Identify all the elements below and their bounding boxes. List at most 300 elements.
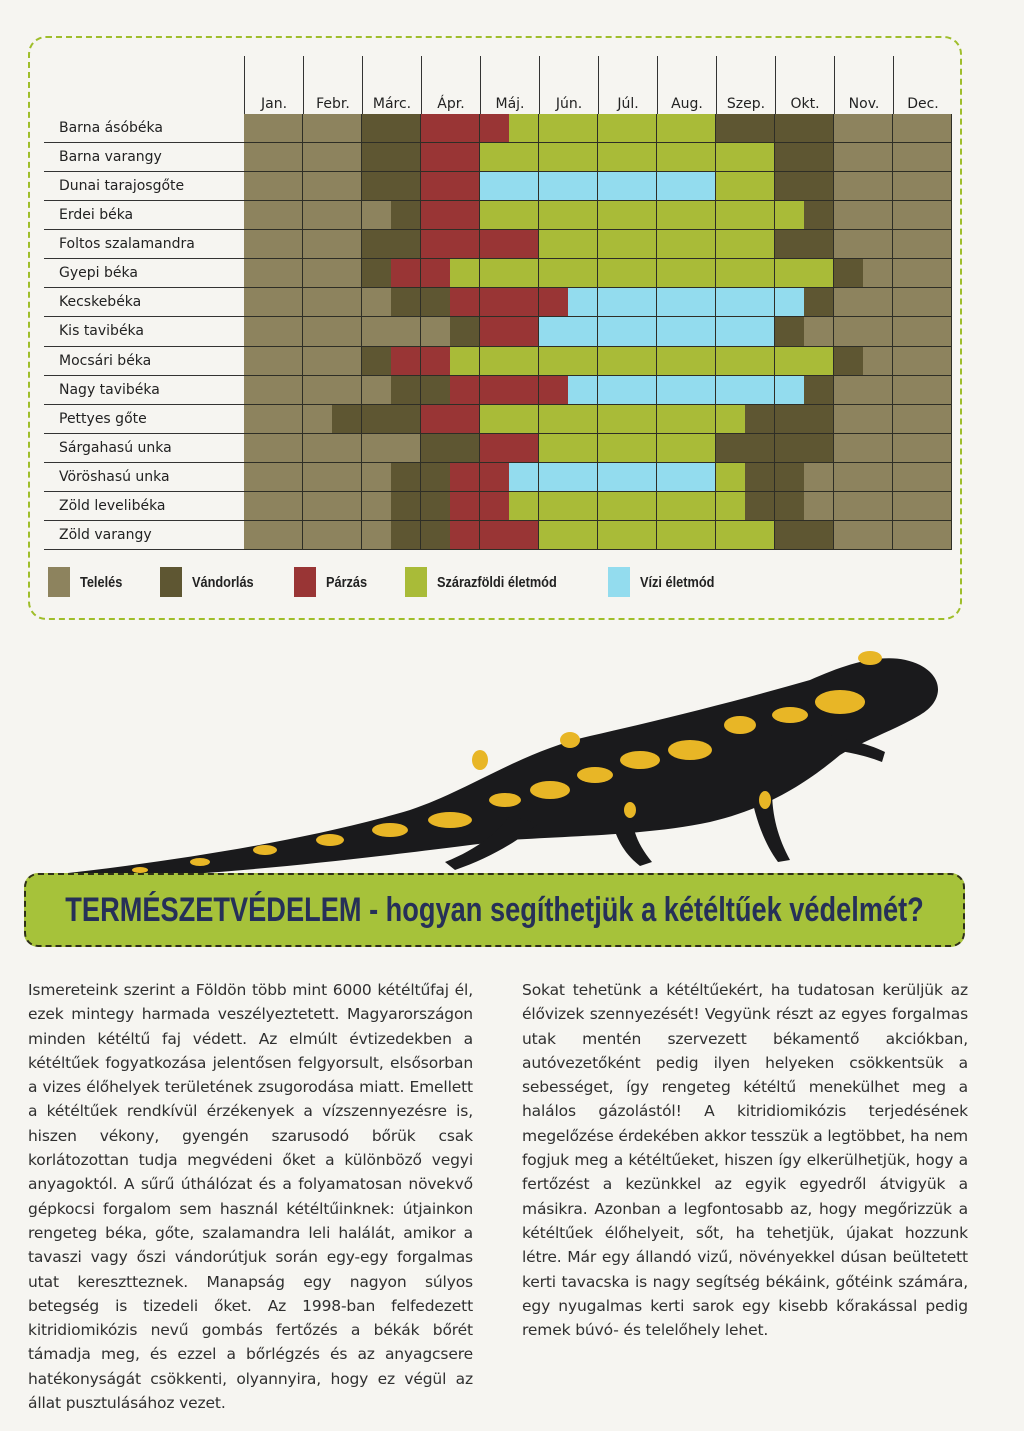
activity-mark bbox=[421, 172, 450, 200]
legend-item-migration bbox=[160, 567, 265, 597]
month-cell bbox=[598, 172, 657, 201]
activity-mark bbox=[657, 230, 686, 258]
month-cell bbox=[480, 405, 539, 434]
activity-mark bbox=[716, 201, 745, 229]
month-cell bbox=[893, 376, 952, 405]
activity-mark bbox=[509, 347, 538, 375]
activity-mark bbox=[834, 317, 863, 345]
month-cell bbox=[539, 143, 598, 172]
month-cell bbox=[244, 230, 303, 259]
activity-mark bbox=[745, 230, 774, 258]
activity-mark bbox=[244, 405, 273, 433]
month-cell bbox=[303, 114, 362, 143]
activity-mark bbox=[922, 143, 951, 171]
activity-mark bbox=[863, 288, 892, 316]
activity-mark bbox=[893, 317, 922, 345]
activity-mark bbox=[627, 347, 656, 375]
month-cell bbox=[244, 114, 303, 143]
activity-mark bbox=[922, 114, 951, 142]
month-cell bbox=[480, 376, 539, 405]
month-cell bbox=[362, 114, 421, 143]
activity-mark bbox=[775, 463, 804, 491]
month-header: Jún. bbox=[539, 56, 598, 114]
month-cell bbox=[303, 201, 362, 230]
legend-label-migration: Vándorlás bbox=[191, 573, 254, 591]
activity-mark bbox=[273, 492, 302, 520]
activity-mark bbox=[598, 114, 627, 142]
activity-mark bbox=[657, 201, 686, 229]
species-label: Barna ásóbéka bbox=[44, 114, 244, 143]
month-header: Dec. bbox=[893, 56, 952, 114]
month-cell bbox=[716, 492, 775, 521]
activity-mark bbox=[834, 521, 863, 549]
activity-mark bbox=[391, 259, 420, 287]
month-cell bbox=[834, 259, 893, 288]
activity-mark bbox=[244, 492, 273, 520]
month-cell bbox=[598, 405, 657, 434]
activity-mark bbox=[657, 376, 686, 404]
activity-mark bbox=[362, 201, 391, 229]
activity-mark bbox=[893, 463, 922, 491]
activity-mark bbox=[657, 143, 686, 171]
activity-mark bbox=[716, 434, 745, 462]
month-cell bbox=[362, 317, 421, 346]
month-cell bbox=[244, 492, 303, 521]
month-cell bbox=[657, 521, 716, 550]
activity-mark bbox=[627, 172, 656, 200]
activity-mark bbox=[775, 521, 804, 549]
activity-mark bbox=[450, 172, 479, 200]
activity-mark bbox=[716, 492, 745, 520]
month-cell bbox=[539, 434, 598, 463]
activity-mark bbox=[480, 376, 509, 404]
activity-mark bbox=[922, 376, 951, 404]
activity-mark bbox=[539, 463, 568, 491]
activity-mark bbox=[657, 347, 686, 375]
activity-mark bbox=[568, 172, 597, 200]
activity-mark bbox=[362, 376, 391, 404]
month-cell bbox=[421, 492, 480, 521]
month-cell bbox=[421, 317, 480, 346]
month-cell bbox=[598, 288, 657, 317]
activity-mark bbox=[421, 405, 450, 433]
month-cell bbox=[657, 376, 716, 405]
activity-mark bbox=[686, 434, 715, 462]
activity-mark bbox=[686, 376, 715, 404]
month-cell bbox=[303, 230, 362, 259]
month-cell bbox=[362, 259, 421, 288]
activity-mark bbox=[893, 434, 922, 462]
activity-mark bbox=[627, 288, 656, 316]
species-label: Pettyes gőte bbox=[44, 405, 244, 434]
activity-mark bbox=[834, 114, 863, 142]
month-cell bbox=[834, 172, 893, 201]
month-header: Jan. bbox=[244, 56, 303, 114]
month-cell bbox=[303, 492, 362, 521]
month-cell bbox=[834, 317, 893, 346]
activity-mark bbox=[421, 376, 450, 404]
activity-mark bbox=[509, 463, 538, 491]
activity-mark bbox=[421, 143, 450, 171]
activity-mark bbox=[332, 521, 361, 549]
activity-mark bbox=[863, 405, 892, 433]
activity-mark bbox=[450, 347, 479, 375]
species-label: Mocsári béka bbox=[44, 347, 244, 376]
activity-mark bbox=[598, 317, 627, 345]
activity-mark bbox=[273, 376, 302, 404]
activity-mark bbox=[244, 463, 273, 491]
activity-mark bbox=[509, 405, 538, 433]
activity-mark bbox=[303, 143, 332, 171]
activity-mark bbox=[627, 376, 656, 404]
species-label: Nagy tavibéka bbox=[44, 376, 244, 405]
activity-mark bbox=[509, 143, 538, 171]
month-cell bbox=[244, 143, 303, 172]
month-cell bbox=[834, 347, 893, 376]
activity-mark bbox=[657, 521, 686, 549]
activity-mark bbox=[716, 376, 745, 404]
month-cell bbox=[480, 172, 539, 201]
legend-swatch-migration bbox=[160, 567, 182, 597]
activity-mark bbox=[421, 230, 450, 258]
month-cell bbox=[362, 172, 421, 201]
activity-mark bbox=[893, 143, 922, 171]
activity-mark bbox=[598, 463, 627, 491]
month-cell bbox=[303, 317, 362, 346]
month-cell bbox=[775, 172, 834, 201]
month-cell bbox=[893, 347, 952, 376]
activity-mark bbox=[775, 172, 804, 200]
month-cell bbox=[539, 259, 598, 288]
month-cell bbox=[598, 376, 657, 405]
legend-item-aquatic bbox=[608, 567, 728, 597]
month-cell bbox=[775, 288, 834, 317]
month-cell bbox=[303, 405, 362, 434]
month-cell bbox=[480, 317, 539, 346]
activity-mark bbox=[539, 201, 568, 229]
activity-mark bbox=[893, 288, 922, 316]
activity-mark bbox=[863, 114, 892, 142]
activity-mark bbox=[568, 463, 597, 491]
month-header: Szep. bbox=[716, 56, 775, 114]
activity-mark bbox=[686, 288, 715, 316]
activity-mark bbox=[244, 434, 273, 462]
activity-mark bbox=[539, 347, 568, 375]
month-cell bbox=[775, 434, 834, 463]
month-cell bbox=[716, 376, 775, 405]
month-cell bbox=[775, 347, 834, 376]
activity-mark bbox=[273, 434, 302, 462]
activity-mark bbox=[509, 259, 538, 287]
activity-mark bbox=[303, 172, 332, 200]
activity-mark bbox=[775, 492, 804, 520]
activity-mark bbox=[804, 172, 833, 200]
activity-mark bbox=[303, 347, 332, 375]
activity-mark bbox=[450, 259, 479, 287]
activity-mark bbox=[362, 463, 391, 491]
activity-mark bbox=[598, 201, 627, 229]
activity-mark bbox=[834, 405, 863, 433]
activity-mark bbox=[509, 230, 538, 258]
month-cell bbox=[244, 201, 303, 230]
month-cell bbox=[480, 114, 539, 143]
activity-mark bbox=[303, 230, 332, 258]
activity-mark bbox=[745, 317, 774, 345]
month-cell bbox=[244, 317, 303, 346]
activity-mark bbox=[863, 201, 892, 229]
activity-mark bbox=[627, 317, 656, 345]
species-label: Kecskebéka bbox=[44, 288, 244, 317]
activity-mark bbox=[480, 434, 509, 462]
month-cell bbox=[421, 288, 480, 317]
month-cell bbox=[716, 405, 775, 434]
month-cell bbox=[598, 463, 657, 492]
month-cell bbox=[893, 230, 952, 259]
activity-mark bbox=[391, 172, 420, 200]
species-label: Vöröshasú unka bbox=[44, 463, 244, 492]
month-cell bbox=[716, 172, 775, 201]
activity-mark bbox=[627, 201, 656, 229]
activity-mark bbox=[480, 317, 509, 345]
month-cell bbox=[775, 376, 834, 405]
month-cell bbox=[539, 376, 598, 405]
month-cell bbox=[362, 434, 421, 463]
month-cell bbox=[303, 172, 362, 201]
activity-mark bbox=[598, 492, 627, 520]
legend-swatch-terrestrial bbox=[405, 567, 427, 597]
activity-mark bbox=[303, 405, 332, 433]
activity-mark bbox=[745, 288, 774, 316]
activity-mark bbox=[686, 259, 715, 287]
activity-mark bbox=[303, 376, 332, 404]
activity-mark bbox=[775, 317, 804, 345]
activity-mark bbox=[273, 405, 302, 433]
legend-label-hibernation: Telelés bbox=[80, 573, 123, 591]
activity-mark bbox=[539, 405, 568, 433]
month-cell bbox=[716, 434, 775, 463]
legend-label-mating: Párzás bbox=[326, 573, 368, 591]
activity-mark bbox=[893, 405, 922, 433]
month-cell bbox=[775, 114, 834, 143]
month-cell bbox=[834, 114, 893, 143]
activity-mark bbox=[362, 230, 391, 258]
month-cell bbox=[657, 201, 716, 230]
month-cell bbox=[775, 259, 834, 288]
month-cell bbox=[657, 288, 716, 317]
activity-mark bbox=[775, 259, 804, 287]
activity-mark bbox=[686, 347, 715, 375]
activity-mark bbox=[332, 259, 361, 287]
activity-mark bbox=[775, 114, 804, 142]
month-cell bbox=[893, 317, 952, 346]
month-cell bbox=[480, 288, 539, 317]
activity-mark bbox=[332, 172, 361, 200]
month-cell bbox=[775, 317, 834, 346]
month-cell bbox=[834, 288, 893, 317]
activity-mark bbox=[391, 405, 420, 433]
month-cell bbox=[303, 521, 362, 550]
activity-mark bbox=[657, 288, 686, 316]
month-cell bbox=[421, 259, 480, 288]
month-cell bbox=[539, 317, 598, 346]
month-cell bbox=[598, 114, 657, 143]
activity-mark bbox=[273, 463, 302, 491]
month-cell bbox=[893, 172, 952, 201]
month-cell bbox=[539, 492, 598, 521]
month-cell bbox=[893, 463, 952, 492]
month-cell bbox=[480, 521, 539, 550]
activity-mark bbox=[745, 201, 774, 229]
activity-mark bbox=[657, 492, 686, 520]
activity-mark bbox=[273, 230, 302, 258]
month-cell bbox=[716, 347, 775, 376]
activity-mark bbox=[686, 172, 715, 200]
activity-mark bbox=[362, 521, 391, 549]
month-cell bbox=[834, 201, 893, 230]
activity-mark bbox=[834, 230, 863, 258]
month-cell bbox=[716, 317, 775, 346]
month-cell bbox=[362, 230, 421, 259]
month-cell bbox=[657, 114, 716, 143]
activity-mark bbox=[450, 434, 479, 462]
legend-swatch-aquatic bbox=[608, 567, 630, 597]
activity-mark bbox=[745, 463, 774, 491]
month-cell bbox=[421, 172, 480, 201]
activity-mark bbox=[716, 405, 745, 433]
month-header: Nov. bbox=[834, 56, 893, 114]
activity-mark bbox=[303, 492, 332, 520]
activity-mark bbox=[804, 288, 833, 316]
month-cell bbox=[657, 143, 716, 172]
month-cell bbox=[893, 201, 952, 230]
activity-mark bbox=[922, 201, 951, 229]
activity-mark bbox=[686, 463, 715, 491]
activity-mark bbox=[745, 521, 774, 549]
activity-mark bbox=[509, 521, 538, 549]
activity-mark bbox=[863, 230, 892, 258]
activity-mark bbox=[421, 463, 450, 491]
activity-mark bbox=[303, 288, 332, 316]
activity-mark bbox=[745, 114, 774, 142]
activity-mark bbox=[863, 434, 892, 462]
activity-mark bbox=[598, 143, 627, 171]
activity-mark bbox=[391, 463, 420, 491]
article-right-column: Sokat tehetünk a kétéltűekért, ha tudatosan kerüljük az élővizek szennyezését! Vegyünk részt az egyes forgalmas utak mentén szervezett békamentő akciókban, autóvezetőként pedig ilyen helyeken csökkentsük a sebességet, így rengeteg kétéltű menekülhet meg a halálos gázolástól! A kitridiomikózis terjedésének megelőzése érdekében akkor tesszük a legtöbbet, ha nem fogjuk meg a kétéltűeket, hiszen így elkerülhetjük, hogy a fertőzést a kezünkkel az egyik egyedről átvigyük a másikra. Azonban a legfontosabb az, hogy megőrizzük a kétéltűek élőhelyeit, sőt, ha tehetjük, újakat hozzunk létre. Már egy állandó vizű, növényekkel dúsan beültetett kerti tavacska is nagy segítség békáink, gőtéink számára, egy nyugalmas kerti sarok egy kisebb kőrakással pedig remek búvó- és telelőhely lehet. bbox=[522, 981, 968, 1340]
month-cell bbox=[480, 201, 539, 230]
species-label: Barna varangy bbox=[44, 143, 244, 172]
activity-mark bbox=[716, 172, 745, 200]
activity-mark bbox=[509, 317, 538, 345]
month-header: Máj. bbox=[480, 56, 539, 114]
activity-mark bbox=[303, 521, 332, 549]
activity-mark bbox=[922, 434, 951, 462]
activity-mark bbox=[804, 376, 833, 404]
activity-mark bbox=[627, 434, 656, 462]
activity-mark bbox=[627, 405, 656, 433]
activity-mark bbox=[863, 492, 892, 520]
activity-mark bbox=[273, 347, 302, 375]
activity-mark bbox=[834, 434, 863, 462]
month-cell bbox=[716, 288, 775, 317]
activity-mark bbox=[804, 492, 833, 520]
month-cell bbox=[657, 230, 716, 259]
activity-mark bbox=[893, 376, 922, 404]
activity-mark bbox=[303, 114, 332, 142]
month-cell bbox=[244, 172, 303, 201]
activity-mark bbox=[775, 288, 804, 316]
activity-mark bbox=[362, 347, 391, 375]
legend-item-terrestrial bbox=[405, 567, 578, 597]
activity-mark bbox=[745, 434, 774, 462]
month-header: Júl. bbox=[598, 56, 657, 114]
month-cell bbox=[834, 376, 893, 405]
activity-mark bbox=[332, 492, 361, 520]
activity-mark bbox=[273, 114, 302, 142]
activity-mark bbox=[391, 347, 420, 375]
activity-mark bbox=[421, 434, 450, 462]
month-cell bbox=[775, 463, 834, 492]
activity-mark bbox=[745, 172, 774, 200]
activity-mark bbox=[332, 463, 361, 491]
month-cell bbox=[421, 347, 480, 376]
activity-mark bbox=[362, 405, 391, 433]
month-cell bbox=[244, 521, 303, 550]
activity-mark bbox=[893, 201, 922, 229]
month-cell bbox=[303, 376, 362, 405]
activity-mark bbox=[303, 201, 332, 229]
activity-mark bbox=[244, 317, 273, 345]
activity-mark bbox=[539, 114, 568, 142]
activity-mark bbox=[332, 230, 361, 258]
month-cell bbox=[598, 521, 657, 550]
activity-mark bbox=[598, 288, 627, 316]
activity-mark bbox=[568, 376, 597, 404]
month-cell bbox=[893, 492, 952, 521]
month-cell bbox=[539, 463, 598, 492]
month-cell bbox=[834, 492, 893, 521]
activity-mark bbox=[863, 463, 892, 491]
month-cell bbox=[244, 376, 303, 405]
activity-mark bbox=[804, 347, 833, 375]
species-label: Zöld levelibéka bbox=[44, 492, 244, 521]
chart-legend bbox=[48, 566, 757, 598]
month-cell bbox=[598, 259, 657, 288]
activity-mark bbox=[775, 347, 804, 375]
activity-mark bbox=[539, 259, 568, 287]
activity-mark bbox=[480, 201, 509, 229]
month-header: Febr. bbox=[303, 56, 362, 114]
activity-mark bbox=[450, 201, 479, 229]
activity-mark bbox=[391, 114, 420, 142]
species-label: Gyepi béka bbox=[44, 259, 244, 288]
activity-mark bbox=[804, 114, 833, 142]
month-cell bbox=[421, 434, 480, 463]
month-cell bbox=[775, 405, 834, 434]
activity-mark bbox=[657, 259, 686, 287]
activity-mark bbox=[303, 434, 332, 462]
month-cell bbox=[480, 492, 539, 521]
activity-mark bbox=[893, 172, 922, 200]
activity-mark bbox=[922, 259, 951, 287]
month-cell bbox=[303, 288, 362, 317]
month-cell bbox=[480, 230, 539, 259]
species-label: Zöld varangy bbox=[44, 521, 244, 550]
activity-mark bbox=[716, 114, 745, 142]
activity-mark bbox=[893, 521, 922, 549]
activity-mark bbox=[391, 230, 420, 258]
activity-mark bbox=[686, 143, 715, 171]
activity-mark bbox=[686, 230, 715, 258]
